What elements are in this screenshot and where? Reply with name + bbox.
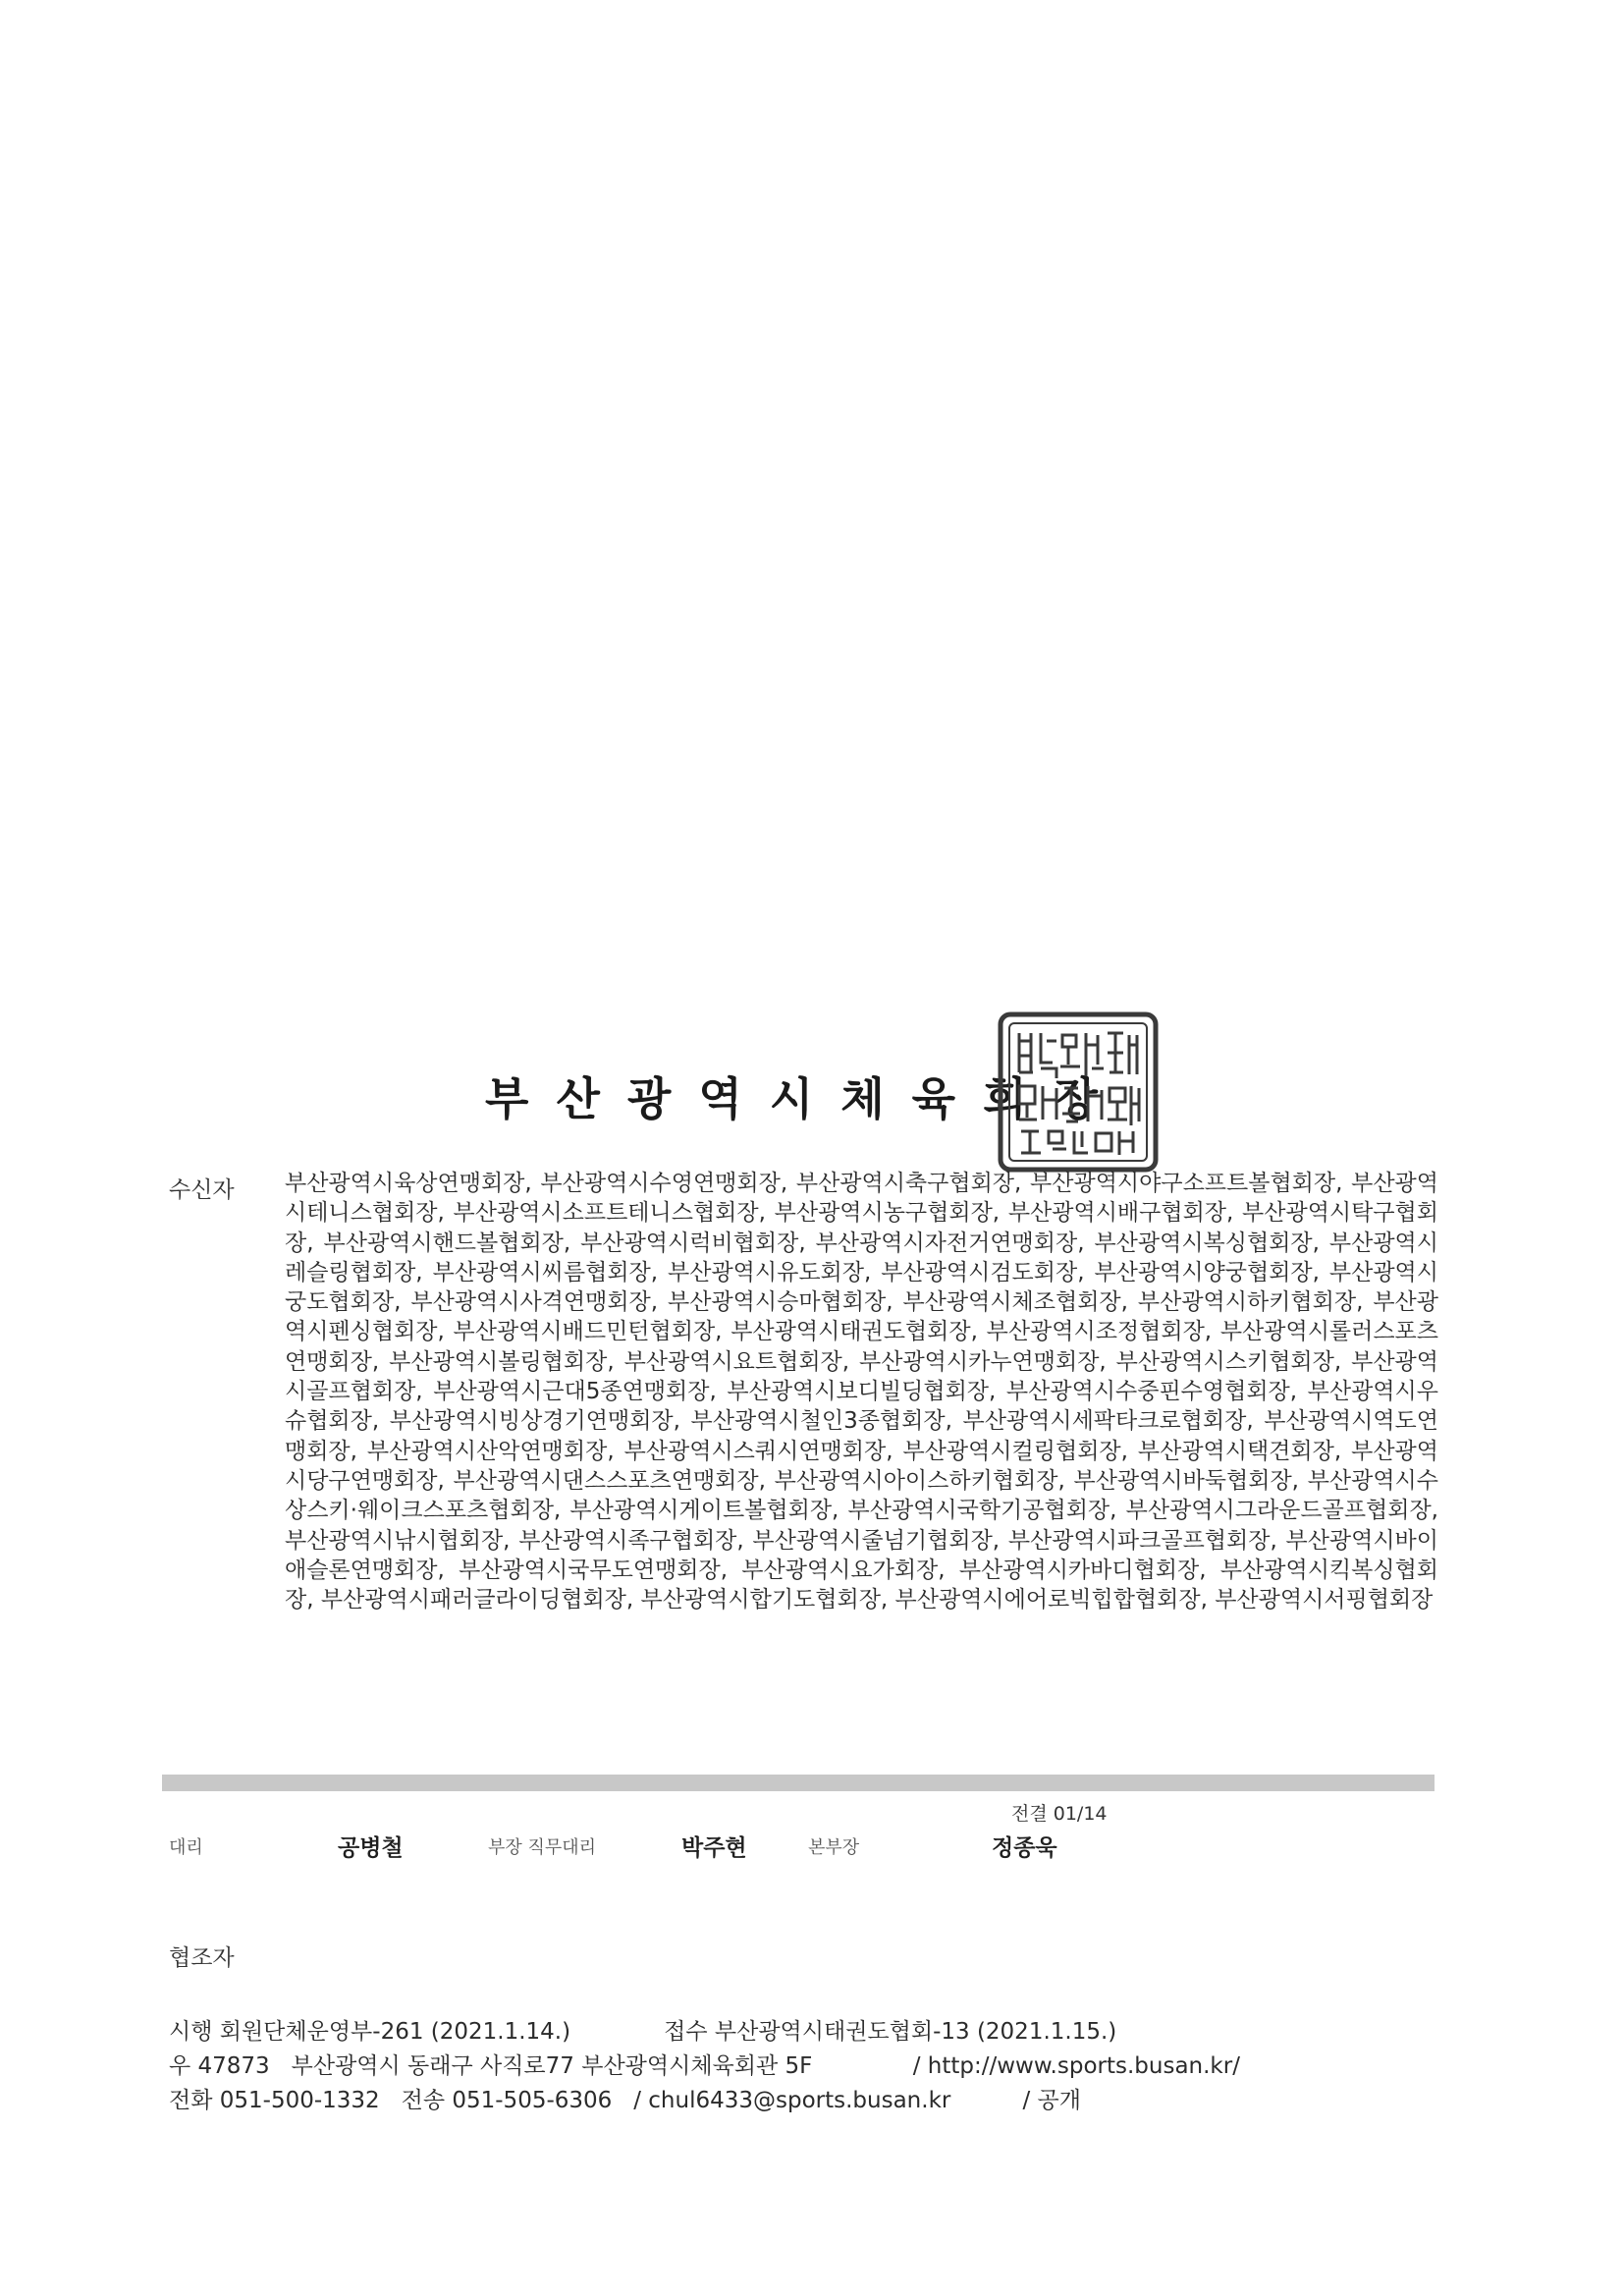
- footer-contact-line: 전화 051-500-1332 전송 051-505-6306 / chul6433@sports.busan.kr / 공개: [169, 2088, 1081, 2113]
- approver-name: 정종욱: [992, 1835, 1057, 1861]
- approval-line: [0, 1830, 1624, 1861]
- cooperation-label: 협조자: [169, 1945, 235, 1971]
- drafter-role: 대리: [169, 1837, 203, 1858]
- footer-address-line: 우 47873 부산광역시 동래구 사직로77 부산광역시체육회관 5F / http://www.sports.busan.kr/: [169, 2053, 1240, 2079]
- drafter-name: 공병철: [338, 1835, 404, 1861]
- footer-enforcement-line: 시행 회원단체운영부-261 (2021.1.14.) 접수 부산광역시태권도협회-13 (2021.1.15.): [169, 2019, 1117, 2045]
- reviewer-role: 부장 직무대리: [488, 1837, 597, 1858]
- official-seal-icon: [998, 1011, 1159, 1173]
- organization-title: 부산광역시체육회장: [485, 1072, 1125, 1125]
- separator-bar: [162, 1775, 1435, 1791]
- recipients-label: 수신자: [169, 1177, 235, 1203]
- approver-role: 본부장: [808, 1837, 860, 1858]
- recipients-list: 부산광역시육상연맹회장, 부산광역시수영연맹회장, 부산광역시축구협회장, 부산광역시야구소프트볼협회장, 부산광역시테니스협회장, 부산광역시소프트테니스협회장, 부산광역시농구협회장, 부산광역시배구협회장, 부산광역시탁구협회장, 부산광역시핸드볼협회장, 부산광역시럭비협회장, 부산광역시자전거연맹회장, 부산광역시복싱협회장, 부산광역시레슬링협회장, 부산광역시씨름협회장, 부산광역시유도회장, 부산광역시검도회장, 부산광역시양궁협회장, 부산광역시궁도협회장, 부산광역시사격연맹회장, 부산광역시승마협회장, 부산광역시체조협회장, 부산광역시하키협회장, 부산광역시펜싱협회장, 부산광역시배드민턴협회장, 부산광역시태권도협회장, 부산광역시조정협회장, 부산광역시롤러스포츠연맹회장, 부산광역시볼링협회장, 부산광역시요트협회장, 부산광역시카누연맹회장, 부산광역시스키협회장, 부산광역시골프협회장, 부산광역시근대5종연맹회장, 부산광역시보디빌딩협회장, 부산광역시수중핀수영협회장, 부산광역시우슈협회장, 부산광역시빙상경기연맹회장, 부산광역시철인3종협회장, 부산광역시세팍타크로협회장, 부산광역시역도연맹회장, 부산광역시산악연맹회장, 부산광역시스쿼시연맹회장, 부산광역시컬링협회장, 부산광역시택견회장, 부산광역시당구연맹회장, 부산광역시댄스스포츠연맹회장, 부산광역시아이스하키협회장, 부산광역시바둑협회장, 부산광역시수상스키·웨이크스포츠협회장, 부산광역시게이트볼협회장, 부산광역시국학기공협회장, 부산광역시그라운드골프협회장, 부산광역시낚시협회장, 부산광역시족구협회장, 부산광역시줄넘기협회장, 부산광역시파크골프협회장, 부산광역시바이애슬론연맹회장, 부산광역시국무도연맹회장, 부산광역시요가회장, 부산광역시카바디협회장, 부산광역시킥복싱협회장, 부산광역시패러글라이딩협회장, 부산광역시합기도협회장, 부산광역시에어로빅힙합협회장, 부산광역시서핑협회장: [285, 1171, 1438, 1613]
- doc-sequence: 전결 01/14: [1011, 1803, 1108, 1825]
- reviewer-name: 박주현: [681, 1835, 747, 1861]
